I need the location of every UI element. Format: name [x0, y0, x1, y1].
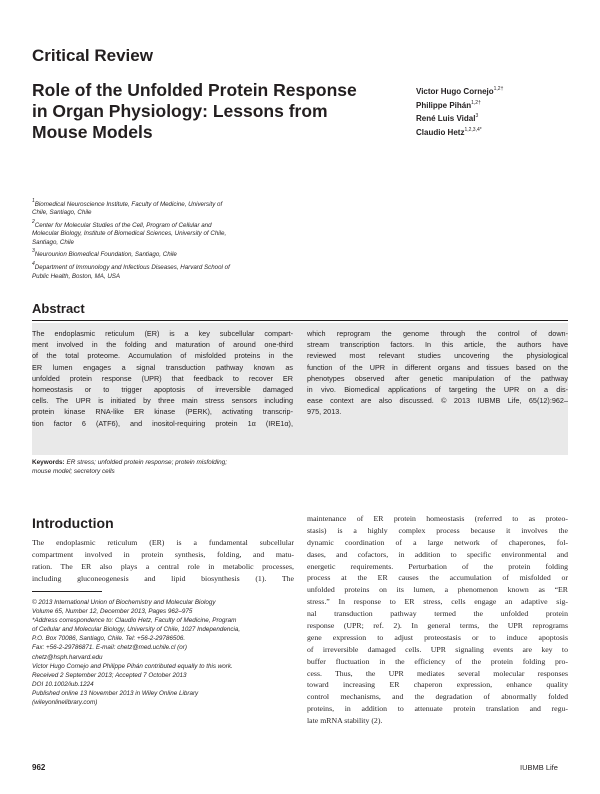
abstract-line: cells. The UPR is initiated by three main stress sensors including [32, 396, 293, 406]
abstract-line: function of the UPR in different organs and tissues based on the [307, 362, 568, 372]
affiliations [32, 197, 302, 281]
title-line: Mouse Models [32, 122, 153, 142]
intro-column-right [307, 513, 568, 727]
author-affiliation-marker: 1,2,3,4* [464, 126, 482, 133]
body-line: unfolded proteins on its lumen, a phenomenon known as “ER [307, 585, 568, 595]
body-line: dases, and cofactors, in addition to specific environmental and [307, 549, 568, 559]
author-affiliation-marker: 1,2† [493, 86, 504, 92]
affiliation-line: Chile, Santiago, Chile [32, 209, 92, 217]
body-line: maintenance of ER protein homeostasis (referred to as proteo- [307, 514, 568, 523]
affiliation-number: 2 [32, 219, 35, 226]
abstract-line: ease context are also discussed. © 2013 IUBMB Life, 65(12):962– [307, 396, 568, 406]
keywords-text: mouse model; secretory cells [32, 468, 115, 475]
author [416, 98, 503, 112]
author [416, 125, 503, 139]
affiliation-line: Neurounion Biomedical Foundation, Santiago, Chile [34, 251, 177, 259]
body-line: dynamic coordination of a large network of chaperones, fol- [307, 537, 568, 547]
footnote-line: Victor Hugo Cornejo and Philippe Pihán contributed equally to this work. [32, 662, 233, 670]
abstract-line: stream transcription factors. In this article, the authors have [307, 340, 568, 350]
abstract-line: The endoplasmic reticulum (ER) is a key subcellular compart- [32, 329, 293, 338]
abstract-heading: Abstract [32, 301, 85, 316]
footnote-line: Published online 13 November 2013 in Wiley Online Library [32, 689, 199, 697]
abstract-line: ER lumen engages a signal transduction pathway known as [32, 362, 293, 372]
abstract-line: of the total proteome. Accumulation of misfolded proteins in the [32, 351, 293, 361]
body-line: toward increasing ER chaperon expression, enhance quality [307, 680, 568, 690]
keywords-text: ER stress; unfolded protein response; protein misfolding; [66, 459, 228, 466]
affiliation-number: 3 [32, 248, 35, 255]
section-label: Critical Review [32, 46, 153, 65]
author-name: Philippe Pihán [416, 100, 472, 110]
abstract-line: which reprogram the genome through the control of down- [307, 329, 568, 338]
abstract-line: tion factor 6 (ATF6), and inositol-requiring protein 1α (IRE1α), [32, 418, 293, 428]
author-affiliation-marker: 1,2† [471, 99, 481, 106]
body-line: cess. Thus, the UPR mediates several molecular responses [307, 668, 568, 678]
footnote-line: of Cellular and Molecular Biology, University of Chile, 1027 Independencia, [32, 626, 241, 634]
body-line: gene expression to adjust proteostasis or to induce apoptosis [307, 632, 568, 642]
body-line: process at the ER causes the accumulation of misfolded or [307, 573, 568, 583]
keywords [32, 458, 302, 476]
author-list [416, 84, 503, 138]
affiliation [32, 218, 302, 247]
footnote-line: (wileyonlinelibrary.com) [32, 699, 98, 707]
affiliation-line: Biomedical Neuroscience Institute, Faculty of Medicine, University of [34, 201, 223, 208]
footnote-line: DOI 10.1002/iub.1224 [32, 680, 94, 688]
body-line: buffer fluctuation in the efficiency of the protein folding pro- [307, 656, 568, 666]
affiliation [32, 260, 302, 281]
author [416, 84, 503, 98]
body-line: ration. The ER also plays a central role in metabolic processes, [32, 561, 294, 571]
abstract-line: ment involved in the folding and maturation of around one-third [32, 340, 293, 350]
title-line: in Organ Physiology: Lessons from [32, 101, 328, 121]
affiliation [32, 247, 302, 259]
abstract-line: homeostasis or to trigger apoptosis of irreversible damaged [32, 384, 293, 394]
affiliation-line: Center for Molecular Studies of the Cell, Program of Cellular and [34, 222, 212, 230]
abstract-column-left [32, 328, 293, 429]
introduction-heading: Introduction [32, 515, 114, 531]
body-line: control mechanisms, and the degradation of abnormally folded [307, 692, 568, 702]
body-line: proteins, in addition to attenuate protein translation and regu- [307, 704, 568, 714]
footnote-line: chetz@hsph.harvard.edu [32, 653, 103, 661]
affiliation-number: 1 [32, 198, 35, 204]
abstract-line: 975, 2013. [307, 407, 342, 417]
author [416, 111, 503, 125]
affiliation-number: 4 [32, 261, 35, 268]
affiliation-line: Public Health, Boston, MA, USA [32, 272, 121, 280]
journal-name: IUBMB Life [520, 763, 558, 772]
footnotes [32, 598, 298, 707]
author-name: Claudio Hetz [416, 127, 465, 137]
body-line: of irreversible damaged cells. UPR signaling events are key to [307, 644, 568, 654]
abstract-line: unfolded protein response (UPR) that feedback to recover ER [32, 373, 293, 383]
footnote-line: Received 2 September 2013; Accepted 7 October 2013 [32, 671, 187, 679]
body-line: response (UPR; ref. 2). In general terms, the UPR reprograms [307, 621, 568, 631]
body-line: late mRNA stability (2). [307, 716, 383, 726]
body-line: including gluconeogenesis and lipid biosynthesis (1). The [32, 573, 294, 583]
body-line: nal transduction pathway termed the unfolded protein [307, 609, 568, 619]
body-line: stress.” In response to ER stress, cells engage an adaptive sig- [307, 597, 568, 607]
body-line: The endoplasmic reticulum (ER) is a fundamental subcellular [32, 538, 294, 547]
body-line: stasis) is a highly complex process because it involves the [307, 525, 568, 535]
abstract-rule [32, 320, 568, 321]
body-line: compartment involved in protein synthesis, folding, and matu- [32, 549, 294, 559]
abstract-line: reviewed most relevant studies uncovering the physiological [307, 351, 568, 361]
footnote-line: Fax: +56-2-29786871. E-mail: chetz@med.uchile.cl (or) [32, 644, 187, 652]
affiliation-line: Department of Immunology and Infectious Diseases, Harvard School of [34, 264, 230, 272]
abstract-line: in vivo. Biomedical applications of targeting the UPR on a dis- [307, 384, 568, 394]
abstract-column-right [307, 328, 568, 418]
author-name: Victor Hugo Cornejo [416, 87, 494, 96]
affiliation-line: Molecular Biology, Institute of Biomedical Sciences, University of Chile, [32, 230, 227, 238]
keywords-label: Keywords: [32, 459, 65, 466]
intro-column-left [32, 537, 294, 585]
body-line: energetic requirements. Perturbation of the protein folding [307, 561, 568, 571]
author-affiliation-marker: 3 [475, 113, 479, 119]
author-name: René Luis Vidal [416, 114, 476, 123]
footnote-line: Volume 65, Number 12, December 2013, Pages 962–975 [32, 608, 193, 616]
footnote-rule [32, 591, 102, 592]
page-number: 962 [32, 763, 46, 772]
abstract-line: protein kinase RNA-like ER kinase (PERK), activating transcrip- [32, 407, 293, 417]
abstract-line: phenotypes observed after genetic manipulation of the pathway [307, 373, 568, 383]
footnote-line: © 2013 International Union of Biochemistry and Molecular Biology [32, 599, 216, 606]
affiliation [32, 197, 302, 218]
title-line: Role of the Unfolded Protein Response [32, 80, 357, 100]
article-title [32, 80, 392, 143]
footnote-line: P.O. Box 70086, Santiago, Chile. Tel: +56-2-29786506. [32, 635, 186, 643]
footnote-line: *Address correspondence to: Claudio Hetz, Faculty of Medicine, Program [32, 617, 237, 625]
affiliation-line: Santiago, Chile [32, 238, 74, 246]
